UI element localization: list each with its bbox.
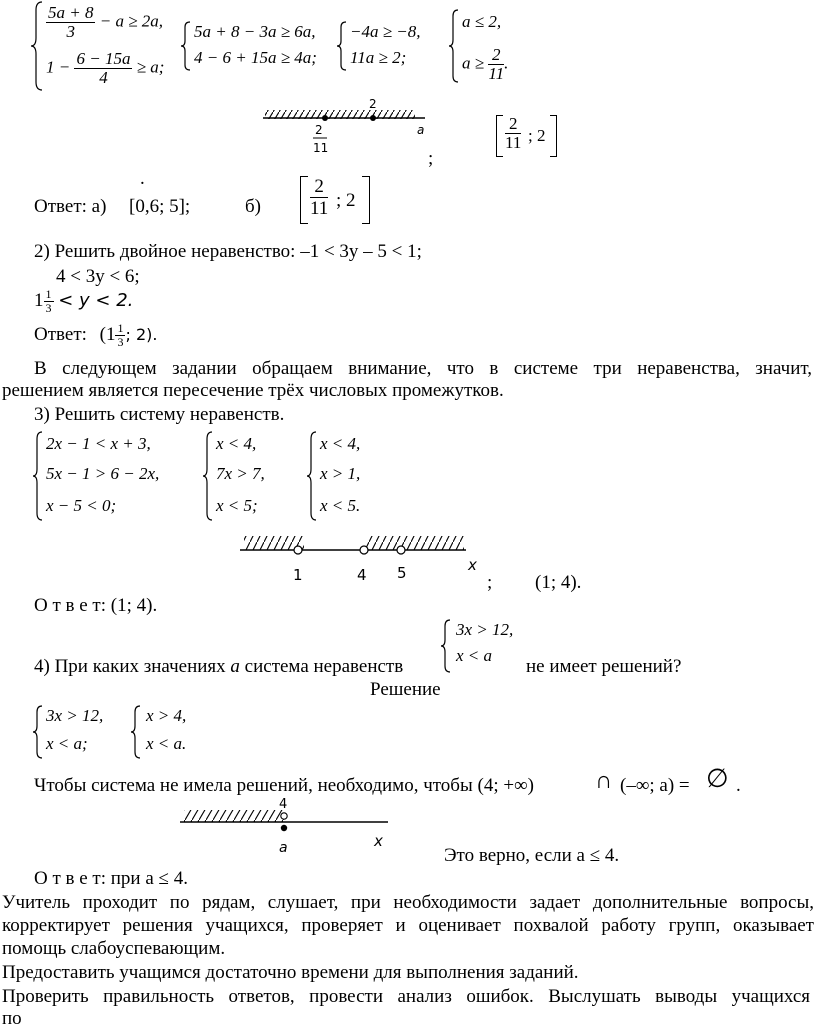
label-1: 1 bbox=[293, 566, 303, 584]
open-point-4 bbox=[281, 813, 287, 819]
empty-set-icon: ∅ bbox=[706, 764, 729, 793]
inequality-line: −4a ≥ −8, bbox=[350, 22, 421, 41]
brace-icon bbox=[130, 704, 142, 760]
hatch-region bbox=[366, 536, 464, 550]
answer-label: Ответ: bbox=[34, 323, 87, 345]
system-4-question bbox=[456, 620, 536, 674]
fraction-denominator: 3 bbox=[117, 335, 124, 349]
condition-end: . bbox=[736, 775, 741, 796]
inequality-line: a ≤ 2, bbox=[462, 12, 502, 31]
condition-mid: (–∞; a) = bbox=[620, 775, 690, 796]
point-a bbox=[281, 825, 287, 831]
axis-label: x bbox=[374, 832, 383, 850]
system-4b bbox=[146, 706, 226, 760]
question-pre: 4) При каких значениях bbox=[34, 656, 226, 677]
hatch-region bbox=[184, 810, 284, 822]
fraction-denominator: 4 bbox=[99, 68, 108, 87]
inequality-line: x < 5; bbox=[216, 496, 258, 515]
task3-title: 3) Решить систему неравенств. bbox=[34, 404, 285, 425]
semicolon: ; bbox=[487, 572, 493, 593]
open-point-1 bbox=[294, 546, 302, 554]
task2-line1: 2) Решить двойное неравенство: –1 < 3y – 5 < 1; bbox=[34, 241, 422, 262]
intersection-icon: ∩ bbox=[595, 768, 613, 794]
label-4: 4 bbox=[279, 797, 288, 812]
inequality-line: 2x − 1 < x + 3, bbox=[46, 434, 151, 453]
inequality-line: x < a; bbox=[46, 734, 88, 753]
integer-part: 1 bbox=[34, 289, 44, 311]
inequality-prefix: 1 − bbox=[46, 57, 71, 77]
inequality-prefix: a ≥ bbox=[462, 53, 485, 73]
fraction-numerator: 2 bbox=[310, 176, 328, 198]
axis-label: a bbox=[417, 123, 425, 137]
inequality-line: 11a ≥ 2; bbox=[350, 48, 407, 67]
inequality-line: x − 5 < 0; bbox=[46, 496, 117, 515]
fraction-numerator: 2 bbox=[505, 115, 521, 134]
answer-rest: ; 2). bbox=[125, 324, 158, 344]
period: . bbox=[504, 53, 509, 73]
brace-icon bbox=[180, 20, 192, 72]
inequality-line: x < 4, bbox=[320, 434, 361, 453]
system-3c bbox=[320, 434, 400, 524]
number-line-1 bbox=[255, 92, 435, 162]
system-4a bbox=[46, 706, 136, 760]
point-left bbox=[322, 115, 328, 121]
intro-line2: решением является пересечение трёх числовых промежутков. bbox=[2, 380, 504, 401]
task2-line3 bbox=[34, 288, 133, 315]
dot: . bbox=[140, 168, 145, 189]
fraction-numerator: 6 − 15a bbox=[76, 49, 131, 68]
brace-icon bbox=[306, 430, 318, 522]
brace-icon bbox=[448, 8, 460, 84]
point-left-num: 2 bbox=[315, 123, 323, 137]
inequality-line: 3x > 12, bbox=[456, 620, 514, 639]
inequality-line: 3x > 12, bbox=[46, 706, 104, 725]
fraction-numerator: 2 bbox=[488, 46, 504, 65]
condition-text: Чтобы система не имела решений, необходимо, чтобы (4; +∞) bbox=[34, 775, 534, 796]
fraction-denominator: 11 bbox=[310, 198, 329, 219]
label-a: a bbox=[279, 840, 288, 856]
number-line-3 bbox=[236, 528, 486, 588]
inequality-line: 5a + 8 − 3a ≥ 6a, bbox=[194, 22, 316, 41]
inequality-line: x < 4, bbox=[216, 434, 257, 453]
inequality-line: x < a bbox=[456, 646, 493, 665]
footer-p3-line1: Проверить правильность ответов, провести анализ ошибок. Выслушать выводы учащихся bbox=[2, 986, 810, 1007]
inequality-rest: < y < 2. bbox=[58, 289, 134, 311]
inequality-rest: ≥ a; bbox=[136, 57, 165, 77]
footer-p2: Предоставить учащимся достаточно времени для выполнения заданий. bbox=[2, 962, 579, 983]
open-point-4 bbox=[360, 546, 368, 554]
answer-label: Ответ: а) bbox=[34, 196, 107, 217]
inequality-line: x < 5. bbox=[320, 496, 361, 515]
fraction-denominator: 11 bbox=[488, 64, 505, 83]
inequality-line: 4 − 6 + 15a ≥ 4a; bbox=[194, 48, 317, 67]
fraction-numerator: 1 bbox=[45, 287, 52, 301]
task3-answer: О т в е т: (1; 4). bbox=[34, 595, 158, 616]
solution-heading: Решение bbox=[370, 679, 441, 700]
intro-line1: В следующем задании обращаем внимание, что в системе три неравенства, значит, bbox=[34, 358, 812, 379]
fraction-numerator: 5a + 8 bbox=[48, 3, 94, 22]
task4-question bbox=[34, 656, 403, 678]
open-point-5 bbox=[397, 546, 405, 554]
inequality-line: x > 1, bbox=[320, 464, 361, 483]
system-3b bbox=[216, 434, 296, 524]
point-right-label: 2 bbox=[369, 97, 377, 111]
brace-icon bbox=[336, 20, 348, 72]
label-4: 4 bbox=[357, 566, 367, 584]
answer-a: [0,6; 5]; bbox=[129, 196, 191, 217]
footer-p1-line3: помощь слабоуспевающим. bbox=[2, 938, 226, 959]
brace-icon bbox=[32, 430, 44, 522]
task4-answer: О т в е т: при a ≤ 4. bbox=[34, 868, 188, 889]
semicolon: ; bbox=[428, 148, 434, 169]
task4-question-end: не имеет решений? bbox=[526, 656, 682, 677]
label-5: 5 bbox=[397, 564, 407, 582]
fraction-denominator: 11 bbox=[505, 133, 522, 152]
axis-label: x bbox=[468, 556, 477, 574]
footer-p1-line2: корректирует решения учащихся, проверяет и оценивает похвалой работу групп, оказывает bbox=[2, 915, 814, 936]
brace-icon bbox=[202, 430, 214, 522]
brace-icon bbox=[30, 0, 46, 92]
task2-answer bbox=[34, 322, 157, 349]
fraction-denominator: 3 bbox=[45, 301, 52, 315]
inequality-line: 7x > 7, bbox=[216, 464, 265, 483]
question-mid: система неравенств bbox=[244, 656, 404, 677]
interval-right: ; 2 bbox=[336, 190, 356, 211]
inequality-rest: − a ≥ 2a, bbox=[99, 11, 164, 31]
inequality-line: x > 4, bbox=[146, 706, 187, 725]
inequality-line: 5x − 1 > 6 − 2x, bbox=[46, 464, 160, 483]
system-3a bbox=[46, 434, 196, 524]
inequality-line: x < a. bbox=[146, 734, 187, 753]
footer-p3-line2: по bbox=[2, 1008, 22, 1029]
task3-answer-inline: (1; 4). bbox=[535, 572, 582, 593]
footer-p1-line1: Учитель проходит по рядам, слушает, при необходимости задает дополнительные вопросы, bbox=[2, 892, 814, 913]
task2-line2: 4 < 3y < 6; bbox=[56, 266, 140, 287]
answer-b-label: б) bbox=[245, 196, 261, 217]
brace-icon bbox=[440, 618, 452, 674]
point-left-den: 11 bbox=[313, 141, 329, 155]
brace-icon bbox=[32, 704, 44, 760]
true-condition: Это верно, если a ≤ 4. bbox=[444, 845, 620, 866]
interval-right: ; 2 bbox=[528, 126, 546, 145]
question-var: a bbox=[230, 656, 240, 677]
fraction-denominator: 3 bbox=[66, 22, 75, 41]
answer-open: (1 bbox=[99, 323, 116, 345]
point-right bbox=[370, 115, 376, 121]
fraction-numerator: 1 bbox=[117, 321, 124, 335]
number-line-4 bbox=[178, 796, 398, 856]
